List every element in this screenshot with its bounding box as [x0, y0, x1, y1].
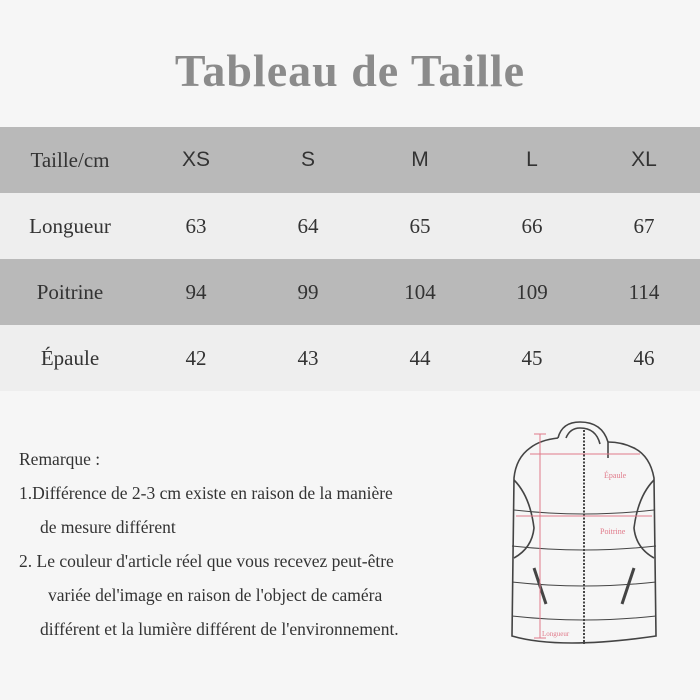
- table-row: [0, 193, 700, 259]
- page-title: Tableau de Taille: [174, 45, 526, 96]
- table-cell: 64: [297, 213, 319, 238]
- size-table: [0, 127, 700, 391]
- size-m: M: [411, 148, 429, 171]
- table-cell: 45: [521, 345, 543, 370]
- table-cell: 65: [409, 213, 431, 238]
- note-line: de mesure différent: [40, 517, 176, 537]
- table-row: [0, 325, 700, 391]
- table-cell: 104: [404, 279, 436, 304]
- table-header-row: [0, 127, 700, 193]
- size-xl: XL: [631, 148, 657, 171]
- shoulder-label: Épaule: [604, 471, 627, 480]
- note-line: 1.Différence de 2-3 cm existe en raison de la manière: [19, 483, 393, 503]
- table-cell: 109: [516, 279, 548, 304]
- row-label: Épaule: [40, 345, 100, 370]
- size-s: S: [300, 148, 315, 171]
- table-cell: 66: [521, 213, 543, 238]
- notes-heading: Remarque :: [19, 449, 101, 469]
- table-cell: 42: [185, 345, 207, 370]
- row-label: Poitrine: [36, 279, 104, 304]
- table-cell: 43: [297, 345, 319, 370]
- table-cell: 94: [185, 279, 207, 304]
- size-l: L: [526, 148, 538, 171]
- notes-section: [19, 442, 489, 646]
- length-label: Longueur: [542, 630, 570, 638]
- table-cell: 44: [409, 345, 431, 370]
- note-line: 2. Le couleur d'article réel que vous recevez peut-être: [19, 551, 394, 571]
- size-xs: XS: [181, 148, 210, 171]
- table-cell: 114: [628, 279, 660, 304]
- table-cell: 46: [633, 345, 655, 370]
- table-row: [0, 259, 700, 325]
- table-cell: 67: [633, 213, 655, 238]
- table-cell: 63: [185, 213, 207, 238]
- note-line: différent et la lumière différent de l'environnement.: [40, 619, 399, 639]
- vest-diagram: [500, 418, 670, 658]
- note-line: variée del'image en raison de l'object de caméra: [48, 585, 383, 605]
- header-label: Taille/cm: [30, 147, 110, 172]
- chest-label: Poitrine: [600, 527, 626, 536]
- row-label: Longueur: [29, 213, 111, 238]
- table-cell: 99: [297, 279, 319, 304]
